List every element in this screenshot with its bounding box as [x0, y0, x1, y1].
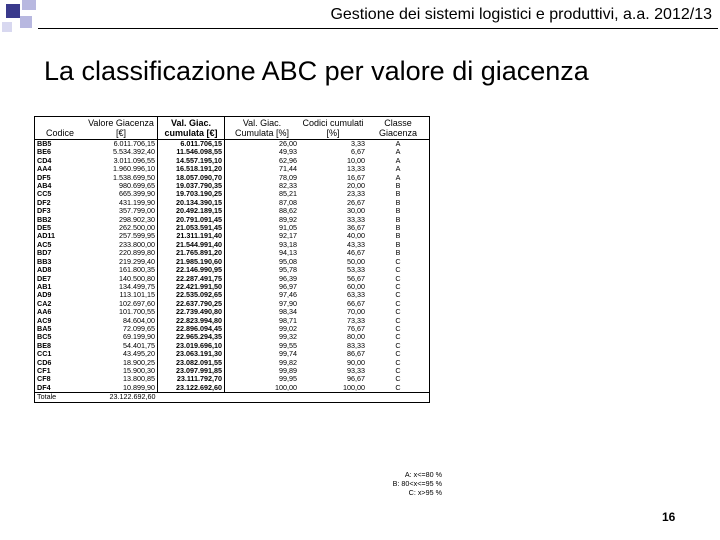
- table-cell: B: [395, 214, 401, 224]
- table-cell: B: [395, 223, 401, 233]
- table-cell: 22.896.094,45: [158, 325, 225, 333]
- table-cell: 23.063.191,30: [158, 350, 225, 358]
- table-row: [35, 140, 430, 149]
- table-cell: 298.902,30: [119, 214, 155, 224]
- table-cell: 220.899,80: [119, 248, 155, 258]
- table-cell: 71,44: [279, 164, 297, 174]
- table-cell: 33,33: [347, 214, 365, 224]
- table-cell: CF8: [37, 374, 51, 384]
- slide-header: Gestione dei sistemi logistici e produttivi, a.a. 2012/13: [330, 6, 712, 23]
- column-header: Val. Giac. Cumulata [%]: [234, 118, 290, 138]
- table-cell: B: [395, 206, 401, 216]
- table-cell: 22.421.991,50: [158, 283, 225, 291]
- table-cell: 97,90: [279, 298, 297, 308]
- table-cell: 1.538.699,50: [113, 172, 155, 182]
- table-cell: 21.544.991,40: [158, 241, 225, 249]
- table-row: [35, 350, 430, 358]
- decorative-square: [2, 22, 12, 32]
- table-cell: 22.637.790,25: [158, 300, 225, 308]
- table-cell: 49,93: [279, 147, 297, 157]
- table-cell: 23.097.991,85: [158, 367, 225, 375]
- total-value: 23.122.692,60: [109, 392, 156, 402]
- table-cell: 22.739.490,80: [158, 308, 225, 316]
- legend-item: C: x>95 %: [408, 488, 442, 497]
- table-header-row: [35, 117, 430, 140]
- table-cell: 3,33: [351, 139, 365, 148]
- table-cell: C: [395, 298, 401, 308]
- table-cell: A: [395, 139, 401, 148]
- table-cell: 30,00: [347, 206, 365, 216]
- table-cell: 431.199,90: [119, 197, 155, 207]
- table-cell: 140.500,80: [119, 273, 155, 283]
- table-row: [35, 266, 430, 274]
- table-row: [35, 224, 430, 232]
- table-cell: 20.492.189,15: [158, 207, 225, 215]
- column-header: Codice: [45, 128, 74, 138]
- table-cell: 22.146.990,95: [158, 266, 225, 274]
- table-cell: 16,67: [347, 172, 365, 182]
- decorative-square: [20, 16, 32, 28]
- table-cell: 99,95: [279, 374, 297, 384]
- table-cell: 23.082.091,55: [158, 359, 225, 367]
- table-row: [35, 232, 430, 240]
- table-row: [35, 216, 430, 224]
- table-row: [35, 342, 430, 350]
- table-cell: 21.053.591,45: [158, 224, 225, 232]
- table-cell: 83,33: [347, 340, 365, 350]
- table-cell: CC1: [37, 349, 52, 359]
- table-row: [35, 317, 430, 325]
- table-cell: 88,62: [279, 206, 297, 216]
- table-cell: C: [395, 307, 401, 317]
- table-row: [35, 207, 430, 215]
- table-cell: 23.122.692,60: [158, 384, 225, 393]
- table-cell: 21.985.190,60: [158, 258, 225, 266]
- table-cell: 84.604,00: [123, 315, 155, 325]
- table-cell: 18.900,25: [123, 357, 155, 367]
- table-cell: 50,00: [347, 256, 365, 266]
- table-row: [35, 325, 430, 333]
- table-cell: AB1: [37, 281, 52, 291]
- table-cell: 3.011.096,55: [113, 155, 155, 165]
- slide-title: La classificazione ABC per valore di giacenza: [44, 56, 589, 86]
- table-cell: 20,00: [347, 181, 365, 191]
- legend-item: B: 80<x<=95 %: [392, 479, 442, 488]
- table-cell: BA5: [37, 323, 52, 333]
- table-cell: 21.765.891,20: [158, 249, 225, 257]
- table-cell: 5.534.392,40: [113, 147, 155, 157]
- table-row: [35, 165, 430, 173]
- table-cell: 96,97: [279, 281, 297, 291]
- table-cell: 69.199,90: [123, 332, 155, 342]
- table-cell: 6,67: [351, 147, 365, 157]
- table-cell: DF3: [37, 206, 51, 216]
- table-cell: 6.011.706,15: [158, 140, 225, 149]
- table-row: [35, 174, 430, 182]
- table-cell: 10.899,90: [123, 382, 155, 392]
- table-cell: C: [395, 256, 401, 266]
- table-cell: [367, 393, 430, 402]
- table-cell: 98,71: [279, 315, 297, 325]
- table-cell: 43,33: [347, 239, 365, 249]
- table-cell: 357.799,00: [119, 206, 155, 216]
- table-cell: A: [395, 155, 401, 165]
- table-cell: B: [395, 239, 401, 249]
- table-cell: 13.800,85: [123, 374, 155, 384]
- table-cell: 94,13: [279, 248, 297, 258]
- table-cell: 23,33: [347, 189, 365, 199]
- table-cell: B: [395, 181, 401, 191]
- table-cell: AC5: [37, 239, 52, 249]
- table-cell: AB4: [37, 181, 52, 191]
- table-cell: 85,21: [279, 189, 297, 199]
- table-cell: 63,33: [347, 290, 365, 300]
- table-cell: C: [395, 281, 401, 291]
- table-cell: 14.557.195,10: [158, 157, 225, 165]
- header-rule: [38, 28, 718, 29]
- table-cell: C: [395, 323, 401, 333]
- table-cell: 262.500,00: [119, 223, 155, 233]
- table-cell: 19.037.790,35: [158, 182, 225, 190]
- table-row: [35, 199, 430, 207]
- table-cell: 91,05: [279, 223, 297, 233]
- table-row: [35, 249, 430, 257]
- table-row: [35, 148, 430, 156]
- table-cell: BE6: [37, 147, 51, 157]
- table-cell: DF5: [37, 172, 51, 182]
- table-cell: 665.399,90: [119, 189, 155, 199]
- table-cell: 6.011.706,15: [113, 139, 155, 148]
- class-legend: [360, 470, 442, 497]
- total-label: Totale: [37, 392, 57, 402]
- table-cell: DF4: [37, 382, 51, 392]
- table-cell: 82,33: [279, 181, 297, 191]
- table-cell: 22.535.092,65: [158, 291, 225, 299]
- table-row: [35, 308, 430, 316]
- table-cell: [299, 393, 367, 402]
- legend-item: A: x<=80 %: [404, 470, 442, 479]
- page-number: 16: [662, 510, 676, 524]
- table-cell: C: [395, 273, 401, 283]
- table-cell: 102.697,60: [119, 298, 155, 308]
- table-row: [35, 300, 430, 308]
- table-cell: 99,82: [279, 357, 297, 367]
- table-cell: 96,39: [279, 273, 297, 283]
- table-cell: 99,74: [279, 349, 297, 359]
- table-cell: 22.965.294,35: [158, 333, 225, 341]
- abc-table: [34, 116, 430, 403]
- table-cell: 93,33: [347, 365, 365, 375]
- table-cell: 23.019.696,10: [158, 342, 225, 350]
- table-cell: 96,67: [347, 374, 365, 384]
- table-cell: C: [395, 315, 401, 325]
- table-cell: AD11: [37, 231, 55, 241]
- table-row: [35, 258, 430, 266]
- table-row: [35, 384, 430, 393]
- table-cell: 161.800,35: [119, 265, 155, 275]
- table-cell: 233.800,00: [119, 239, 155, 249]
- table-row: [35, 375, 430, 383]
- column-header: Valore Giacenza [€]: [88, 118, 154, 138]
- table-cell: A: [395, 172, 401, 182]
- table-cell: B: [395, 197, 401, 207]
- table-cell: 53,33: [347, 265, 365, 275]
- table-row: [35, 333, 430, 341]
- table-cell: 101.700,55: [119, 307, 155, 317]
- table-cell: BE8: [37, 340, 51, 350]
- table-cell: 16.518.191,20: [158, 165, 225, 173]
- table-cell: 43.495,20: [123, 349, 155, 359]
- table-cell: 36,67: [347, 223, 365, 233]
- table-cell: 11.546.098,55: [158, 148, 225, 156]
- table-cell: 92,17: [279, 231, 297, 241]
- table-cell: 257.599,95: [119, 231, 155, 241]
- table-cell: 99,02: [279, 323, 297, 333]
- table-cell: 87,08: [279, 197, 297, 207]
- table-cell: 21.311.191,40: [158, 232, 225, 240]
- table-cell: BC5: [37, 332, 52, 342]
- table-cell: 90,00: [347, 357, 365, 367]
- table-cell: 80,00: [347, 332, 365, 342]
- table-cell: B: [395, 231, 401, 241]
- table-cell: 98,34: [279, 307, 297, 317]
- table-cell: 60,00: [347, 281, 365, 291]
- table-cell: 20.791.091,45: [158, 216, 225, 224]
- table-cell: 46,67: [347, 248, 365, 258]
- table-cell: 78,09: [279, 172, 297, 182]
- table-cell: 19.703.190,25: [158, 190, 225, 198]
- table-cell: 54.401,75: [123, 340, 155, 350]
- table-row: [35, 367, 430, 375]
- table-cell: 95,08: [279, 256, 297, 266]
- table-row: [35, 157, 430, 165]
- table-cell: AC9: [37, 315, 52, 325]
- table-cell: 26,00: [279, 139, 297, 148]
- table-cell: 73,33: [347, 315, 365, 325]
- table-cell: 70,00: [347, 307, 365, 317]
- table-cell: 66,67: [347, 298, 365, 308]
- table-cell: 23.111.792,70: [158, 375, 225, 383]
- table-cell: 15.900,30: [123, 365, 155, 375]
- table-cell: 62,96: [279, 155, 297, 165]
- table-cell: CF1: [37, 365, 51, 375]
- table-cell: 76,67: [347, 323, 365, 333]
- table-cell: C: [395, 374, 401, 384]
- column-header: Val. Giac. cumulata [€]: [158, 117, 225, 140]
- table-cell: 99,89: [279, 365, 297, 375]
- table-cell: 72.099,65: [123, 323, 155, 333]
- table-row: [35, 291, 430, 299]
- column-header: Codici cumulati [%]: [302, 118, 364, 138]
- table-cell: [158, 393, 225, 402]
- table-row: [35, 182, 430, 190]
- table-cell: 40,00: [347, 231, 365, 241]
- table-cell: CA2: [37, 298, 52, 308]
- table-row: [35, 275, 430, 283]
- table-cell: 99,32: [279, 332, 297, 342]
- table-cell: 99,55: [279, 340, 297, 350]
- table-cell: AA6: [37, 307, 52, 317]
- table-cell: BB5: [37, 139, 52, 148]
- table-cell: A: [395, 164, 401, 174]
- column-header: Classe Giacenza: [378, 118, 418, 138]
- table-cell: B: [395, 248, 401, 258]
- table-cell: AA4: [37, 164, 52, 174]
- table-total-row: [35, 393, 430, 402]
- table-cell: 22.287.491,75: [158, 275, 225, 283]
- table-cell: DE5: [37, 223, 51, 233]
- table-cell: 93,18: [279, 239, 297, 249]
- table-cell: A: [395, 147, 401, 157]
- table-cell: 980.699,65: [119, 181, 155, 191]
- table-cell: C: [395, 382, 401, 392]
- table-cell: 100,00: [275, 382, 297, 392]
- table-row: [35, 241, 430, 249]
- table-cell: 13,33: [347, 164, 365, 174]
- table-cell: 219.299,40: [119, 256, 155, 266]
- table-row: [35, 359, 430, 367]
- table-cell: 89,92: [279, 214, 297, 224]
- table-row: [35, 190, 430, 198]
- decorative-square: [6, 4, 20, 18]
- table-cell: 95,78: [279, 265, 297, 275]
- table-cell: C: [395, 340, 401, 350]
- table-cell: CD6: [37, 357, 52, 367]
- table-cell: 10,00: [347, 155, 365, 165]
- table-cell: C: [395, 357, 401, 367]
- table-cell: 86,67: [347, 349, 365, 359]
- table-cell: 134.499,75: [119, 281, 155, 291]
- table-cell: BD7: [37, 248, 52, 258]
- table-cell: C: [395, 332, 401, 342]
- table-cell: 18.057.090,70: [158, 174, 225, 182]
- table-cell: 26,67: [347, 197, 365, 207]
- table-cell: CC5: [37, 189, 52, 199]
- table-cell: C: [395, 365, 401, 375]
- table-cell: DF2: [37, 197, 51, 207]
- table-cell: 113.101,15: [119, 290, 155, 300]
- table-cell: 56,67: [347, 273, 365, 283]
- table-cell: 97,46: [279, 290, 297, 300]
- table-cell: AD8: [37, 265, 52, 275]
- table-row: [35, 283, 430, 291]
- table-cell: 22.823.994,80: [158, 317, 225, 325]
- table-cell: 1.960.996,10: [113, 164, 155, 174]
- table-cell: C: [395, 290, 401, 300]
- table-cell: [225, 393, 300, 402]
- table-cell: C: [395, 349, 401, 359]
- table-cell: 100,00: [343, 382, 365, 392]
- table-cell: C: [395, 265, 401, 275]
- table-cell: BB2: [37, 214, 52, 224]
- table-cell: 20.134.390,15: [158, 199, 225, 207]
- table-cell: B: [395, 189, 401, 199]
- table-cell: DE7: [37, 273, 51, 283]
- table-cell: AD9: [37, 290, 52, 300]
- table-cell: CD4: [37, 155, 52, 165]
- decorative-square: [22, 0, 36, 10]
- table-cell: BB3: [37, 256, 52, 266]
